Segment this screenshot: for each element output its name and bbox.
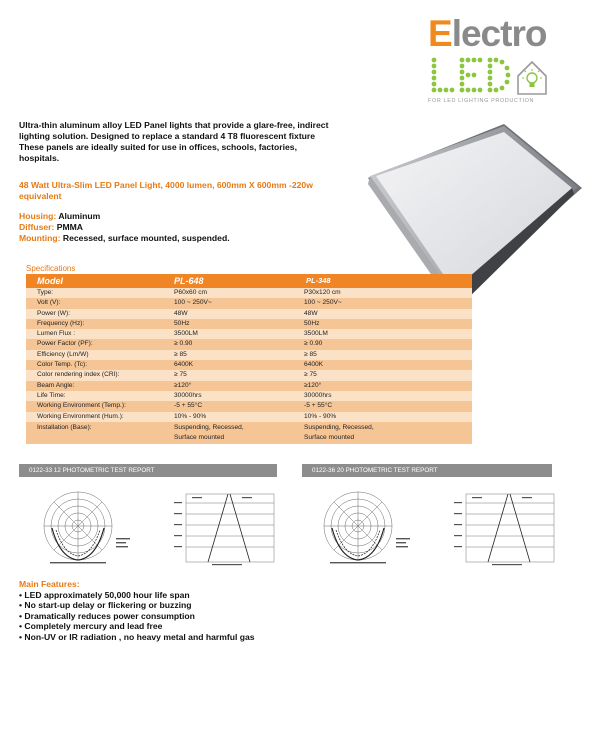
table-row: Volt (V): 100 ~ 250V~ 100 ~ 250V~ [26,298,472,308]
table-row: Beam Angle: ≥120° ≥120° [26,381,472,391]
polar-diagram-2 [310,488,420,566]
table-row: Color Temp. (Tc): 6400K 6400K [26,360,472,370]
table-row: Power (W): 48W 48W [26,309,472,319]
table-row: Life Time: 30000hrs 30000hrs [26,391,472,401]
main-features [19,579,419,643]
mounting-line: Mounting: Recessed, surface mounted, suspended. [19,233,230,243]
intro-text: Ultra-thin aluminum alloy LED Panel lights that provide a glare-free, indirect lighting solution. Designed to replace a standard 4 T8 fluorescent fixture These panels are ideally suited for use in offices, schools, factories, hospitals. [19,120,329,163]
table-row: Working Environment (Hum.): 10% - 90% 10% - 90% [26,412,472,422]
table-row: Working Environment (Temp.): -5 + 55°C -5 + 55°C [26,401,472,411]
list-item: • Non-UV or IR radiation , no heavy metal and harmful gas [19,631,255,642]
list-item: • Dramatically reduces power consumption [19,610,195,621]
photometric-report-2-bar: 0122-36 20 PHOTOMETRIC TEST REPORT [302,464,552,477]
table-row: Lumen Flux : 3500LM 3500LM [26,329,472,339]
logo-wordmark: Electro [428,13,547,54]
product-subtitle: 48 Watt Ultra-Slim LED Panel Light, 4000 lumen, 600mm X 600mm -220w equivalent [19,180,313,201]
list-item: • No start-up delay or flickering or buzzing [19,600,192,611]
table-row: Frequency (Hz): 50Hz 50Hz [26,319,472,329]
specifications-table [26,274,472,444]
table-row: Installation (Base): Suspending, Recessed, Surface mounted Suspending, Recessed, Surface mounted [26,422,472,444]
list-item: • LED approximately 50,000 hour life span [19,589,190,600]
photometric-report-1-bar: 0122-33 12 PHOTOMETRIC TEST REPORT [19,464,277,477]
logo-led-dots [430,56,548,102]
table-row: Type: P60x60 cm P30x120 cm [26,288,472,298]
list-item: • Completely mercury and lead free [19,621,163,632]
polar-diagram-1 [30,488,140,566]
table-row: Power Factor (PF): ≥ 0.90 ≥ 0.90 [26,339,472,349]
specifications-heading: Specifications [26,264,76,273]
housing-line: Housing: Aluminum [19,211,101,221]
illuminance-graph-1 [172,490,278,568]
diffuser-line: Diffuser: PMMA [19,222,83,232]
table-row: Color rendering index (CRI): ≥ 75 ≥ 75 [26,370,472,380]
table-row: Efficiency (Lm/W) ≥ 85 ≥ 85 [26,350,472,360]
main-features-title: Main Features: [19,579,80,589]
logo-tagline: FOR LED LIGHTING PRODUCTION [428,98,535,104]
illuminance-graph-2 [452,490,558,568]
spec-header-row: Model PL-648 PL-348 [26,274,472,288]
electro-led-logo [428,14,578,106]
